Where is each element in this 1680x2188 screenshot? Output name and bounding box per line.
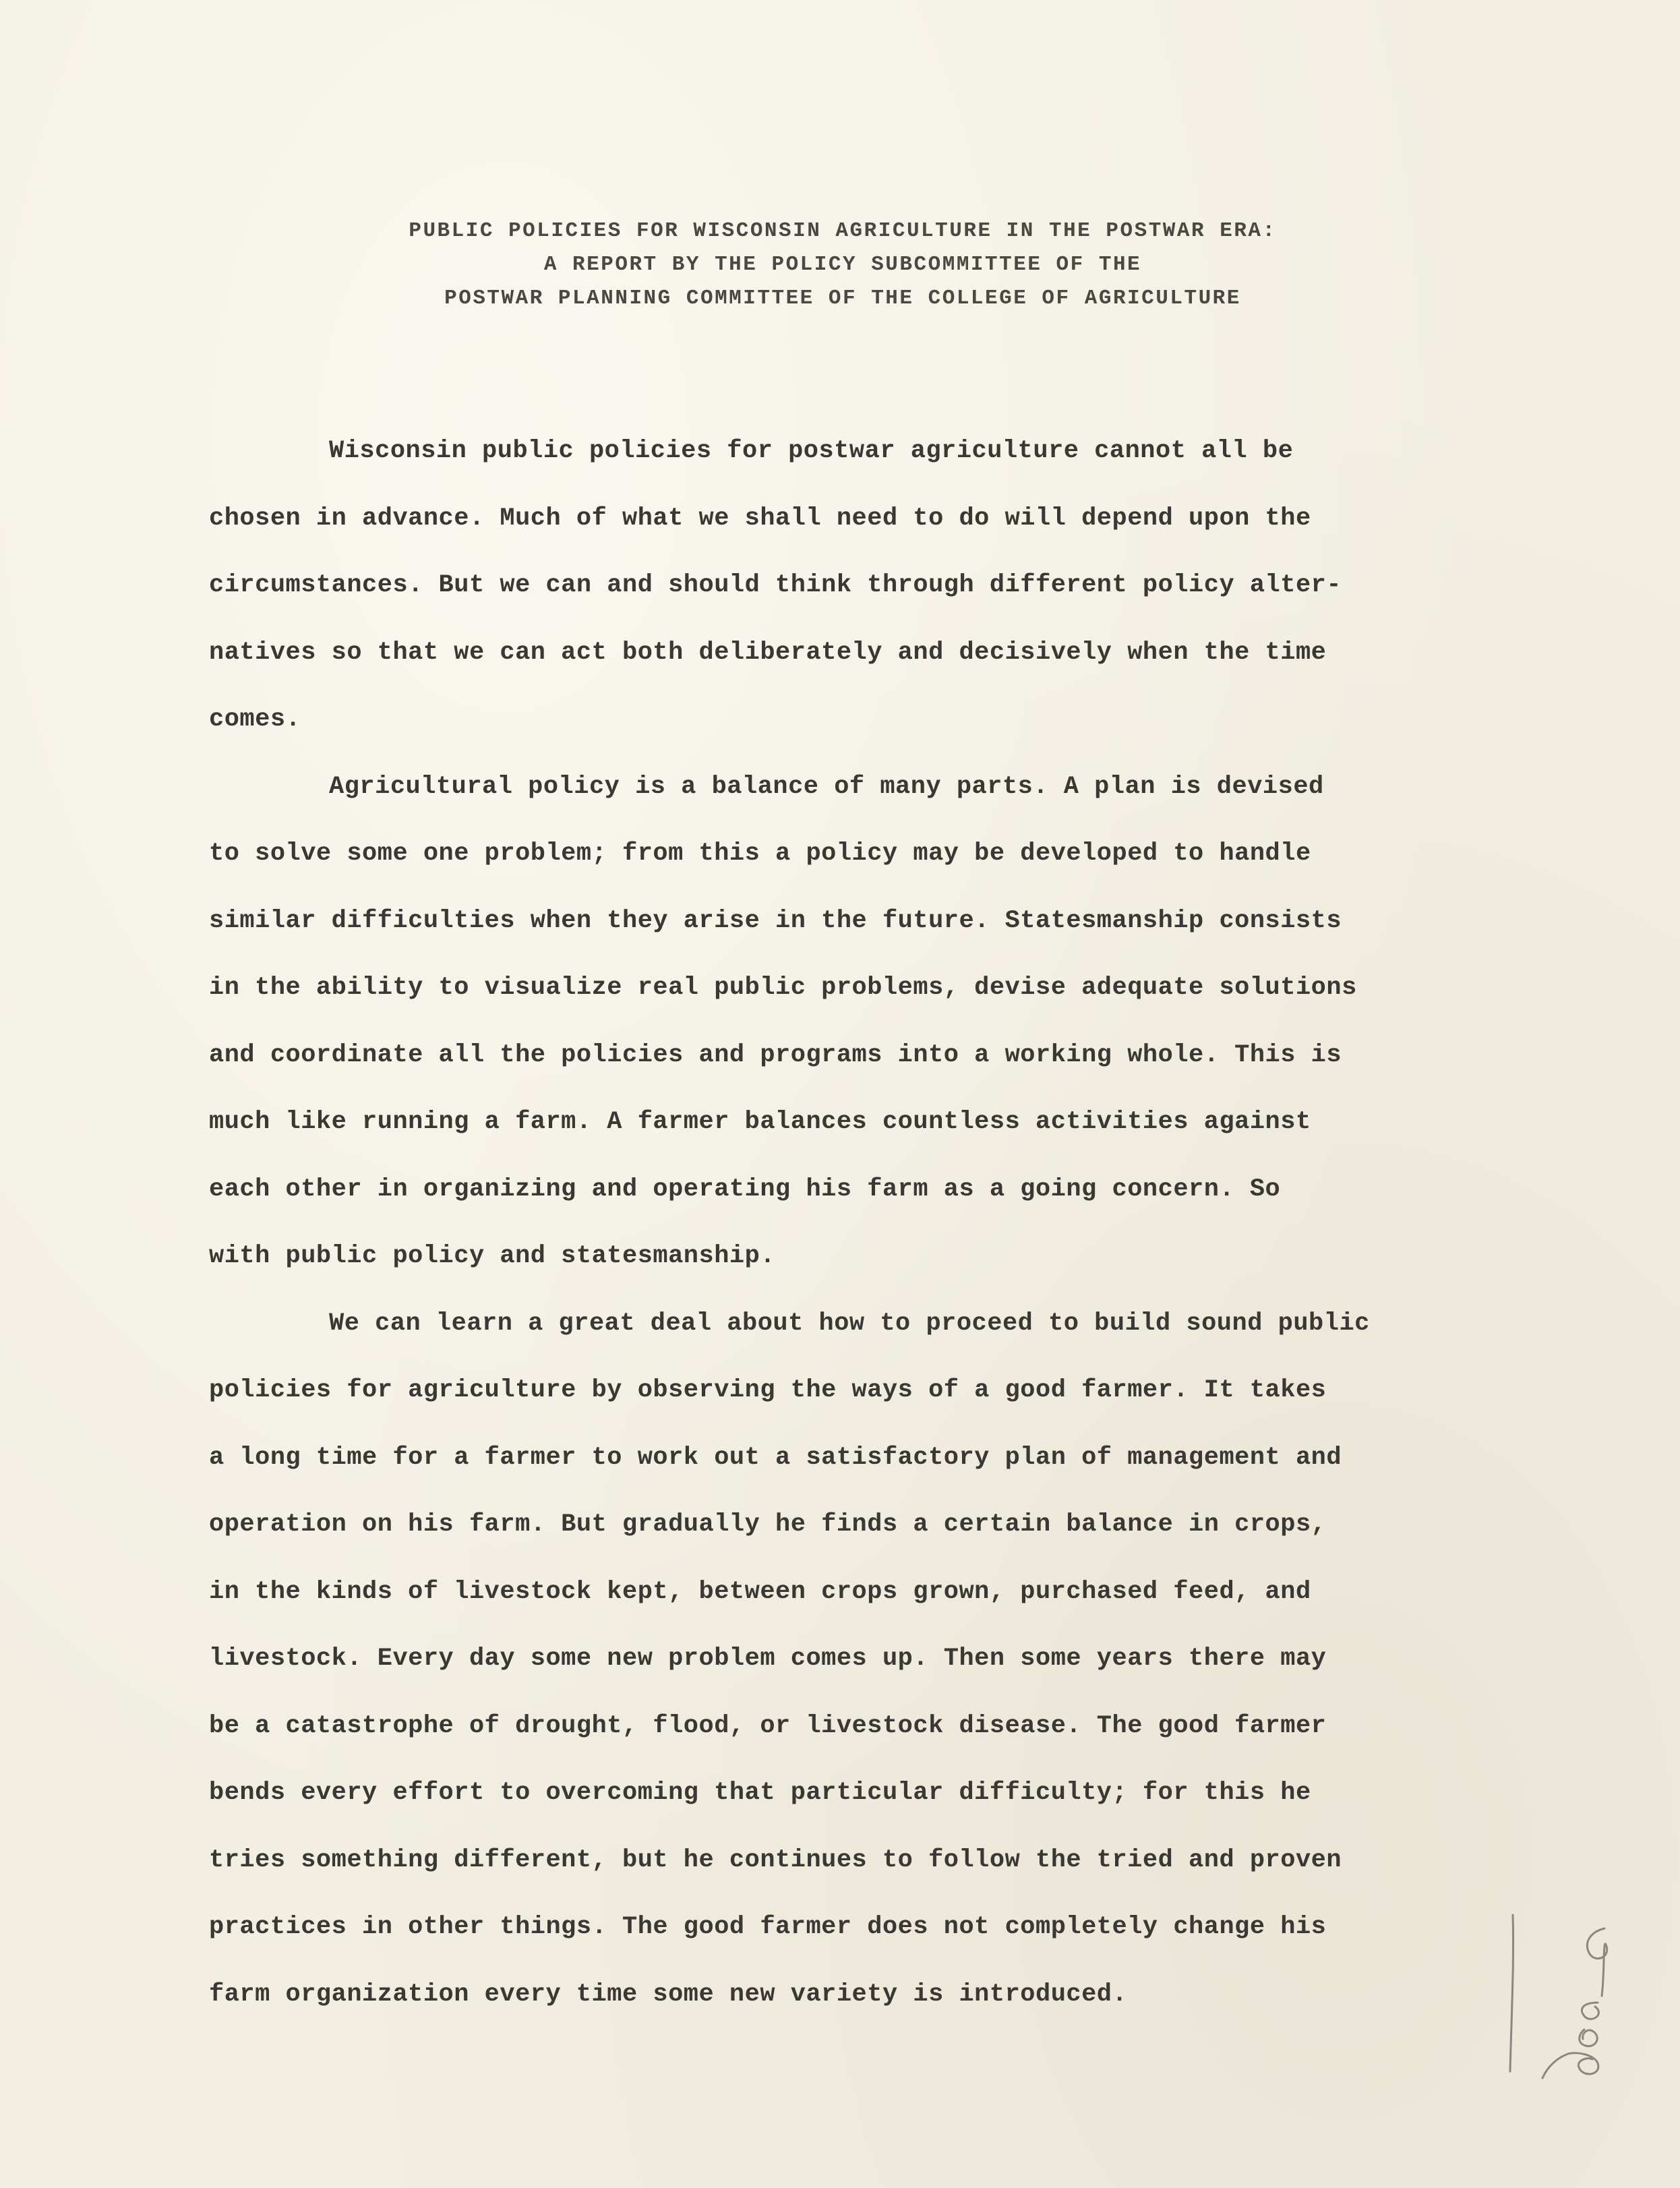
text-line: a long time for a farmer to work out a satisfactory plan of management and xyxy=(209,1443,1342,1472)
text-line: Agricultural policy is a balance of many parts. A plan is devised xyxy=(329,772,1324,801)
text-line: comes. xyxy=(209,705,301,734)
paragraph-1 xyxy=(209,418,1490,754)
document-body xyxy=(209,418,1490,2028)
text-line: similar difficulties when they arise in the future. Statesmanship consists xyxy=(209,906,1342,935)
text-line: with public policy and statesmanship. xyxy=(209,1242,776,1270)
text-line: in the ability to visualize real public problems, devise adequate solutions xyxy=(209,974,1357,1002)
title-line-3: POSTWAR PLANNING COMMITTEE OF THE COLLEGE OF AGRICULTURE xyxy=(444,287,1241,310)
text-line: much like running a farm. A farmer balances countless activities against xyxy=(209,1108,1311,1136)
text-line: circumstances. But we can and should think through different policy alter- xyxy=(209,571,1342,599)
paragraph-2 xyxy=(209,754,1490,1291)
text-line: We can learn a great deal about how to proceed to build sound public xyxy=(329,1309,1370,1338)
text-line: practices in other things. The good farmer does not completely change his xyxy=(209,1913,1327,1941)
text-line: bends every effort to overcoming that particular difficulty; for this he xyxy=(209,1779,1311,1807)
text-line: each other in organizing and operating his farm as a going concern. So xyxy=(209,1175,1281,1204)
handwritten-annotation xyxy=(1503,1901,1625,2104)
text-line: chosen in advance. Much of what we shall need to do will depend upon the xyxy=(209,504,1311,533)
text-line: to solve some one problem; from this a policy may be developed to handle xyxy=(209,839,1311,868)
text-line: and coordinate all the policies and programs into a working whole. This is xyxy=(209,1040,1342,1069)
text-line: operation on his farm. But gradually he finds a certain balance in crops, xyxy=(209,1510,1327,1539)
text-line: be a catastrophe of drought, flood, or livestock disease. The good farmer xyxy=(209,1711,1327,1740)
title-line-1: PUBLIC POLICIES FOR WISCONSIN AGRICULTURE IN THE POSTWAR ERA: xyxy=(409,219,1277,243)
handwritten-signature xyxy=(1542,1928,1607,2078)
text-line: policies for agriculture by observing the ways of a good farmer. It takes xyxy=(209,1376,1327,1405)
paragraph-3 xyxy=(209,1291,1490,2029)
text-line: natives so that we can act both deliberately and decisively when the time xyxy=(209,638,1327,667)
text-line: farm organization every time some new variety is introduced. xyxy=(209,1980,1128,2009)
document-title xyxy=(202,214,1483,316)
text-line: tries something different, but he continues to follow the tried and proven xyxy=(209,1845,1342,1874)
title-line-2: A REPORT BY THE POLICY SUBCOMMITTEE OF THE xyxy=(543,253,1142,276)
text-line: livestock. Every day some new problem comes up. Then some years there may xyxy=(209,1645,1327,1673)
text-line: in the kinds of livestock kept, between crops grown, purchased feed, and xyxy=(209,1577,1311,1606)
text-line: Wisconsin public policies for postwar agriculture cannot all be xyxy=(329,437,1294,465)
margin-line xyxy=(1510,1915,1513,2071)
